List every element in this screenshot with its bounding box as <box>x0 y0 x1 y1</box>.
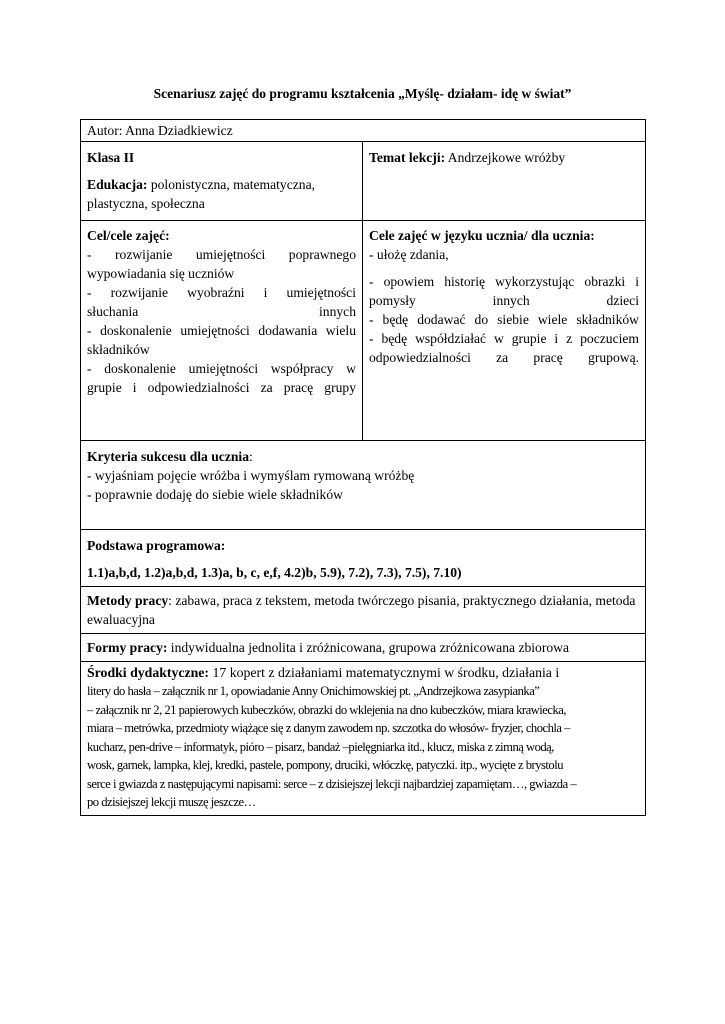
lesson-table <box>80 119 646 816</box>
education-label: Edukacja: <box>87 177 148 192</box>
methods-label: Metody pracy <box>87 593 169 608</box>
criteria-row <box>81 441 646 530</box>
student-goal-line: pomysły innych dzieci <box>369 293 639 308</box>
materials-cell <box>81 662 646 816</box>
student-goal-line: - będę współdziałać w grupie i z poczuciem <box>369 331 639 346</box>
author-row <box>81 120 646 142</box>
forms-row <box>81 634 646 662</box>
criteria-line: - wyjaśniam pojęcie wróżba i wymyślam rymowaną wróżbę <box>87 468 415 483</box>
methods-value: : zabawa, praca z tekstem, metoda twórczego pisania, praktycznego działania, metoda ewaluacyjna <box>87 593 636 627</box>
student-goals-cell <box>363 221 646 441</box>
goal-line: - rozwijanie umiejętności poprawnego <box>87 247 356 262</box>
curriculum-label: Podstawa programowa: <box>87 538 226 553</box>
topic-cell <box>363 142 646 221</box>
materials-label: Środki dydaktyczne: <box>87 665 210 680</box>
page-title: Scenariusz zajęć do programu kształcenia „Myślę- działam- idę w świat” <box>153 86 572 101</box>
goal-line: - rozwijanie wyobraźni i umiejętności <box>87 285 356 300</box>
materials-line: serce i gwiazda z następującymi napisami: serce – z dzisiejszej lekcji najbardziej zapamiętam…, gwiazda – <box>87 776 577 791</box>
criteria-line: - poprawnie dodaję do siebie wiele składników <box>87 487 343 502</box>
materials-line: kucharz, pen-drive – informatyk, pióro – pisarz, bandaż –pielęgniarka itd., klucz, miska z zimną wodą, <box>87 739 554 754</box>
methods-cell <box>81 587 646 634</box>
goal-line: wypowiadania się uczniów <box>87 266 235 281</box>
goals-label: Cel/cele zajęć: <box>87 228 170 243</box>
goals-row <box>81 221 646 441</box>
materials-row <box>81 662 646 816</box>
curriculum-value: 1.1)a,b,d, 1.2)a,b,d, 1.3)a, b, c, e,f, 4.2)b, 5.9), 7.2), 7.3), 7.5), 7.10) <box>87 565 462 580</box>
methods-row <box>81 587 646 634</box>
curriculum-row <box>81 530 646 587</box>
topic-value: Andrzejkowe wróżby <box>445 150 566 165</box>
student-goal-line: odpowiedzialności za pracę grupową. <box>369 350 639 365</box>
materials-line: wosk, garnek, lampka, klej, kredki, pastele, pompony, druciki, włóczkę, patyczki. itp., wycięte z brystolu <box>87 758 564 772</box>
author-text: Autor: Anna Dziadkiewicz <box>87 123 233 138</box>
forms-value: indywidualna jednolita i zróżnicowana, grupowa zróżnicowana zbiorowa <box>167 640 570 655</box>
materials-line: 17 kopert z działaniami matematycznymi w środku, działania i <box>209 665 560 680</box>
materials-line: – załącznik nr 2, 21 papierowych kubeczków, obrazki do wklejenia na dno kubeczków, miara krawiecka, <box>87 702 566 717</box>
goal-line: składników <box>87 342 150 357</box>
student-goals-label: Cele zajęć w języku ucznia/ dla ucznia: <box>369 228 595 243</box>
materials-line: litery do hasła – załącznik nr 1, opowiadanie Anny Onichimowskiej pt. „Andrzejkowa zasypianka” <box>87 684 540 698</box>
student-goal-line: - ułożę zdania, <box>369 247 449 262</box>
curriculum-cell <box>81 530 646 587</box>
forms-cell <box>81 634 646 662</box>
materials-line: miara – metrówka, przedmioty wiążące się z danym zawodem np. szczotka do włosów- fryzjer, chochla – <box>87 721 570 735</box>
student-goal-line: - będę dodawać do siebie wiele składników <box>369 312 639 327</box>
class-cell <box>81 142 363 221</box>
criteria-cell: Kryteria sukcesu dla ucznia: - wyjaśniam pojęcie wróżba i wymyślam rymowaną wróżbę - poprawnie dodaję do siebie wiele składników <box>81 441 646 530</box>
goal-line: grupie i odpowiedzialności za pracę grupy <box>87 380 356 395</box>
student-goal-line: - opowiem historię wykorzystując obrazki i <box>369 274 639 289</box>
criteria-label: Kryteria sukcesu dla ucznia <box>87 449 249 464</box>
goals-cell <box>81 221 363 441</box>
forms-label: Formy pracy: <box>87 640 168 655</box>
education-value: polonistyczna, matematyczna, plastyczna, społeczna <box>87 177 316 211</box>
materials-line: po dzisiejszej lekcji muszę jeszcze… <box>87 795 256 809</box>
class-topic-row <box>81 142 646 221</box>
topic-label: Temat lekcji: <box>369 150 446 165</box>
goal-line: - doskonalenie umiejętności dodawania wielu <box>87 323 356 338</box>
class-label: Klasa II <box>87 150 135 165</box>
goal-line: słuchania innych <box>87 304 356 319</box>
goal-line: - doskonalenie umiejętności współpracy w <box>87 361 356 376</box>
